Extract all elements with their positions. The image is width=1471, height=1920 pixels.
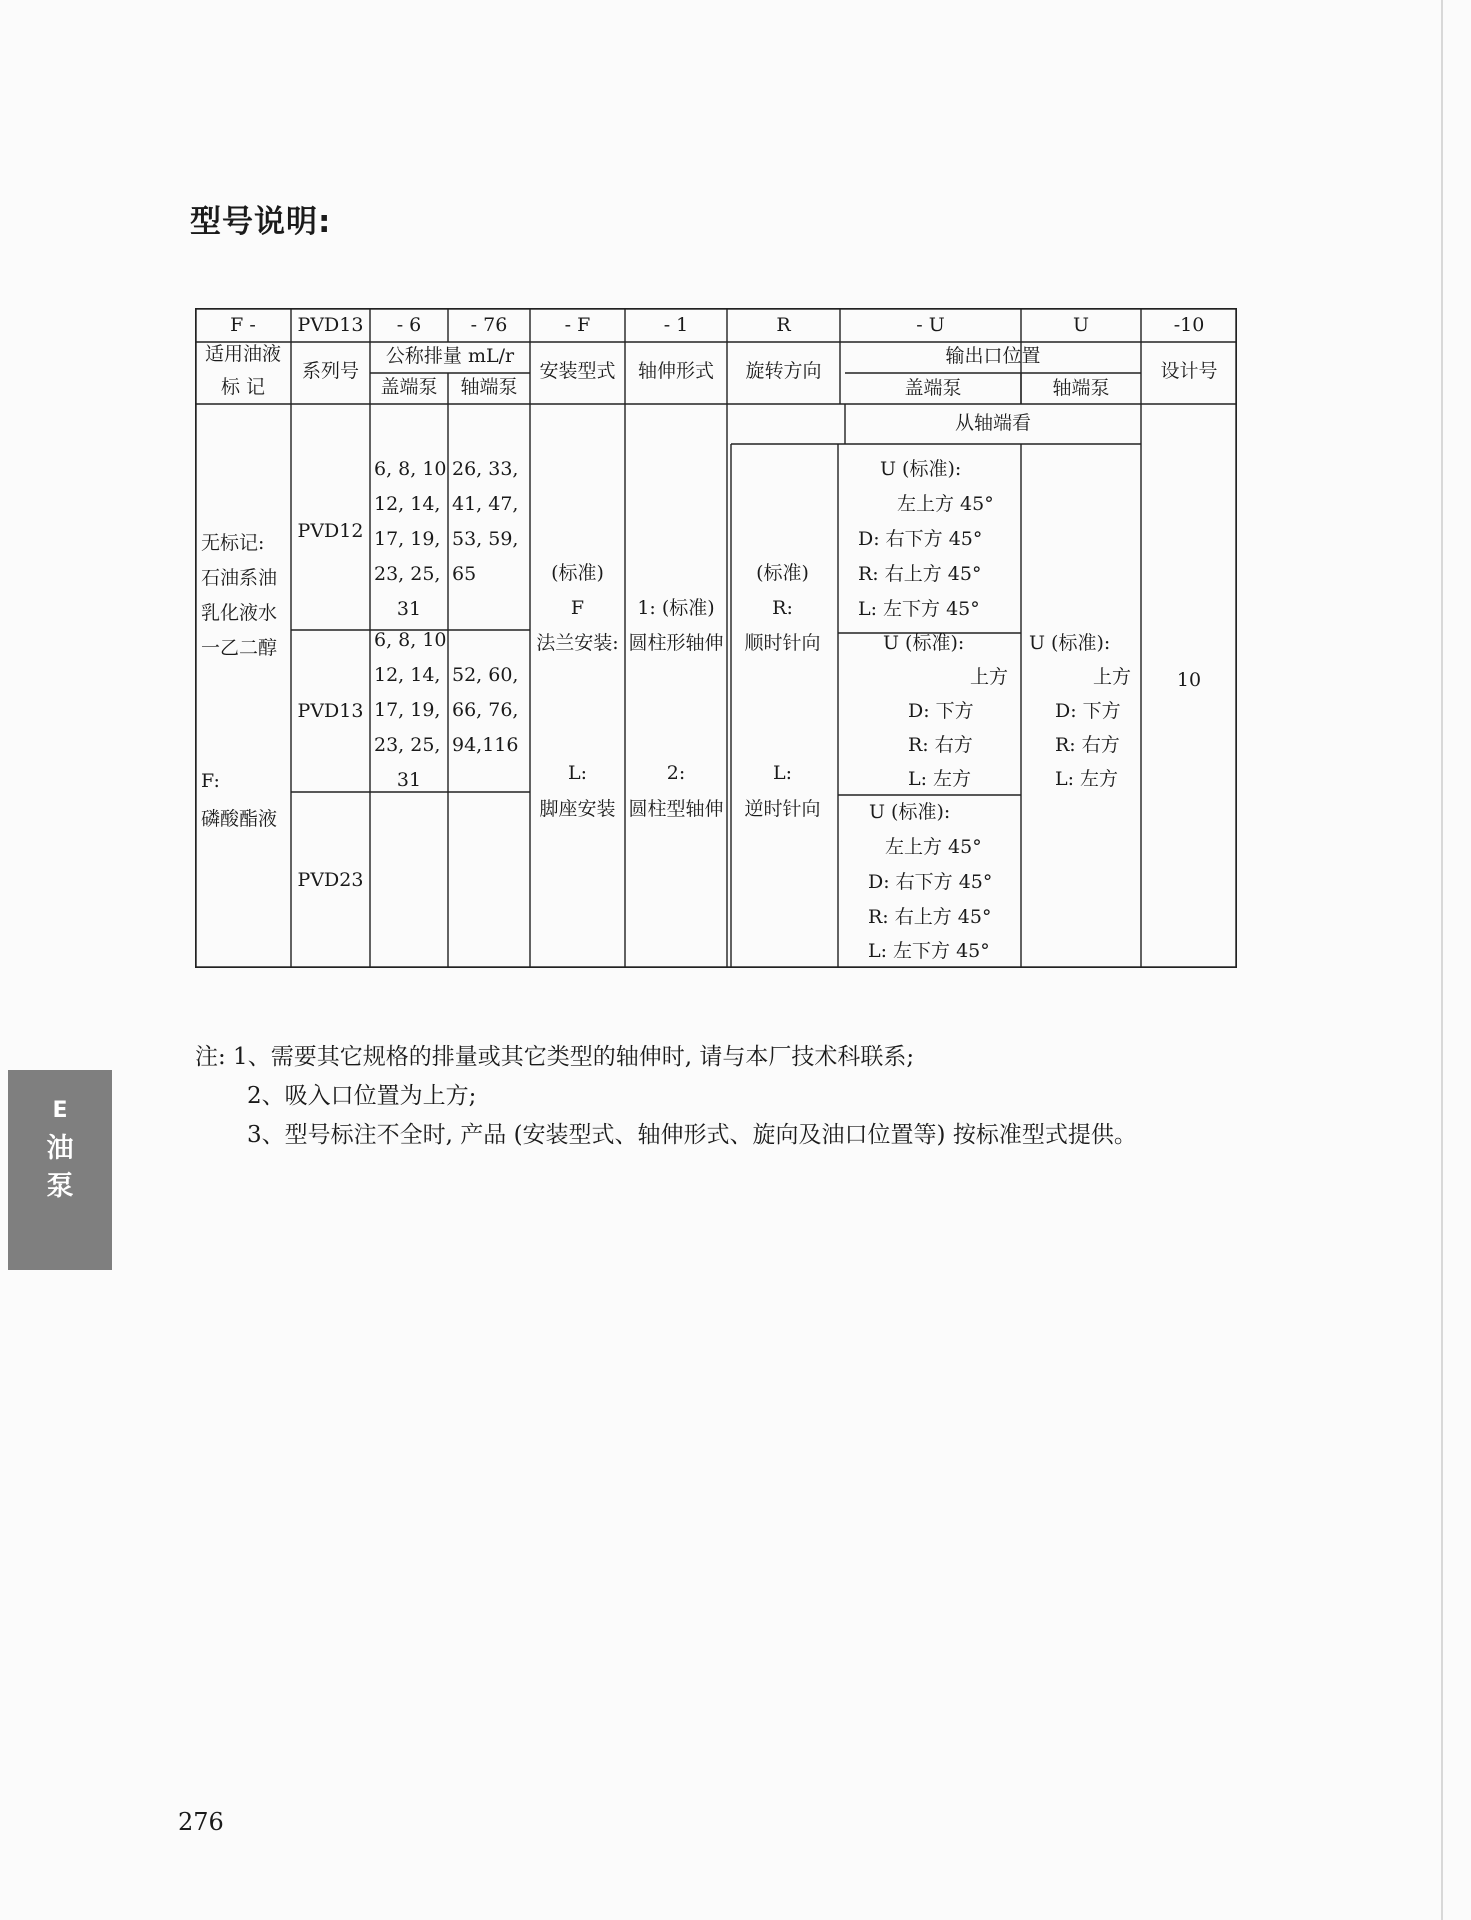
pvd13-shaft-value: 52, 60, <box>452 664 519 686</box>
outlet-pvd13-shaft-line: R: 右方 <box>1055 734 1120 756</box>
fluid-line: 无标记: <box>201 532 265 554</box>
rotation-line: (标准) <box>756 562 809 584</box>
shaft-line: 圆柱型轴伸 <box>628 798 724 820</box>
section-tab-char: 泵 <box>46 1171 74 1202</box>
pvd13-shaft-value: 94,116 <box>452 734 519 756</box>
outlet-pvd23-cover-line: U (标准): <box>869 801 951 823</box>
header-fluid-line2: 标 记 <box>220 376 266 398</box>
code-series: PVD13 <box>297 314 364 336</box>
pvd12-cover-value: 17, 19, <box>374 528 441 550</box>
header-displacement: 公称排量 mL/r <box>385 345 515 367</box>
pvd13-cover-value: 23, 25, <box>374 734 441 756</box>
outlet-pvd12-cover-line: D: 右下方 45° <box>858 528 983 550</box>
header-fluid-line1: 适用油液 <box>204 343 281 365</box>
code-mount: - F <box>564 314 591 336</box>
header-series: 系列号 <box>301 360 359 382</box>
pvd12-shaft-value: 65 <box>452 563 477 585</box>
outlet-pvd23-cover-line: 左上方 45° <box>885 836 982 858</box>
mount-line: F <box>570 597 585 619</box>
section-tab-char: 油 <box>46 1133 74 1164</box>
notes <box>195 1038 1137 1155</box>
outlet-pvd23-cover-line: L: 左下方 45° <box>868 940 990 962</box>
header-shaft-pump: 轴端泵 <box>460 376 518 398</box>
pvd12-cover-value: 6, 8, 10 <box>374 458 447 480</box>
pvd12-shaft-value: 26, 33, <box>452 458 519 480</box>
outlet-pvd23-cover-line: R: 右上方 45° <box>868 906 992 928</box>
shaft-line: 圆柱形轴伸 <box>628 632 724 654</box>
fluid-f-label: F: <box>201 770 220 792</box>
outlet-pvd13-shaft-line: 上方 <box>1092 666 1131 688</box>
outlet-pvd13-cover-line: R: 右方 <box>908 734 973 756</box>
header-rotation: 旋转方向 <box>745 360 822 382</box>
mount-line: 脚座安装 <box>539 798 616 820</box>
section-tab-letter: E <box>52 1098 68 1123</box>
fluid-line: 一乙二醇 <box>201 637 278 659</box>
fluid-line: 乳化液水 <box>201 602 278 624</box>
code-fluid: F - <box>230 314 256 336</box>
code-outlet-cover: - U <box>916 314 945 336</box>
section-tab <box>8 1070 112 1270</box>
pvd13-cover-value: 31 <box>396 769 422 791</box>
page-heading: 型号说明: <box>190 204 332 240</box>
page-edge-line <box>1441 0 1443 1920</box>
shaft-line: 1: (标准) <box>637 597 715 619</box>
pvd12-shaft-value: 53, 59, <box>452 528 519 550</box>
header-outlet: 输出口位置 <box>945 345 1041 367</box>
pvd12-shaft-value: 41, 47, <box>452 493 519 515</box>
rotation-line: 逆时针向 <box>744 798 821 820</box>
page-number: 276 <box>178 1808 224 1836</box>
header-outlet-shaft: 轴端泵 <box>1052 377 1110 399</box>
rotation-line: 顺时针向 <box>744 632 821 654</box>
outlet-pvd13-cover-line: L: 左方 <box>908 768 972 790</box>
outlet-pvd13-shaft-line: L: 左方 <box>1055 768 1119 790</box>
pvd12-cover-value: 31 <box>396 598 422 620</box>
series-pvd12: PVD12 <box>297 520 364 542</box>
outlet-pvd13-cover-line: U (标准): <box>883 632 965 654</box>
mount-line: L: <box>567 762 588 784</box>
rotation-line: L: <box>772 762 793 784</box>
model-code-table <box>195 308 1237 968</box>
pvd13-cover-value: 6, 8, 10 <box>374 629 447 651</box>
mount-line: (标准) <box>551 562 604 584</box>
header-outlet-cover: 盖端泵 <box>904 377 962 399</box>
note-line: 注: 1、需要其它规格的排量或其它类型的轴伸时, 请与本厂技术科联系; <box>195 1044 915 1070</box>
pvd13-shaft-value: 66, 76, <box>452 699 519 721</box>
mount-line: 法兰安装: <box>536 632 619 654</box>
outlet-pvd12-cover-line: L: 左下方 45° <box>858 598 980 620</box>
pvd12-cover-value: 12, 14, <box>374 493 441 515</box>
pvd12-cover-value: 23, 25, <box>374 563 441 585</box>
code-shaft-displacement: - 76 <box>470 314 508 336</box>
outlet-pvd12-cover-line: U (标准): <box>880 458 962 480</box>
note-line: 3、型号标注不全时, 产品 (安装型式、轴伸形式、旋向及油口位置等) 按标准型式提供。 <box>247 1122 1137 1148</box>
header-design: 设计号 <box>1160 360 1218 382</box>
design-value: 10 <box>1176 669 1202 691</box>
code-outlet-shaft: U <box>1072 314 1089 336</box>
rotation-line: R: <box>772 597 793 619</box>
code-cover-displacement: - 6 <box>396 314 422 336</box>
code-rotation: R <box>776 314 791 336</box>
outlet-pvd13-cover-line: D: 下方 <box>908 700 974 722</box>
code-design: -10 <box>1173 314 1205 336</box>
pvd13-cover-value: 12, 14, <box>374 664 441 686</box>
outlet-pvd12-cover-line: 左上方 45° <box>897 493 994 515</box>
series-pvd23: PVD23 <box>297 869 364 891</box>
fluid-line: 石油系油 <box>201 567 278 589</box>
outlet-pvd13-shaft-line: U (标准): <box>1029 632 1111 654</box>
outlet-pvd23-cover-line: D: 右下方 45° <box>868 871 993 893</box>
outlet-pvd13-shaft-line: D: 下方 <box>1055 700 1121 722</box>
code-shaft: - 1 <box>663 314 689 336</box>
header-cover-pump: 盖端泵 <box>380 376 438 398</box>
fluid-f-value: 磷酸酯液 <box>201 808 278 830</box>
header-view-from: 从轴端看 <box>954 412 1031 434</box>
series-pvd13: PVD13 <box>297 700 364 722</box>
note-line: 2、吸入口位置为上方; <box>247 1083 477 1109</box>
outlet-pvd13-cover-line: 上方 <box>969 666 1008 688</box>
shaft-line: 2: <box>666 762 686 784</box>
outlet-pvd12-cover-line: R: 右上方 45° <box>858 563 982 585</box>
header-mount: 安装型式 <box>539 360 616 382</box>
header-shaft: 轴伸形式 <box>637 360 714 382</box>
pvd13-cover-value: 17, 19, <box>374 699 441 721</box>
